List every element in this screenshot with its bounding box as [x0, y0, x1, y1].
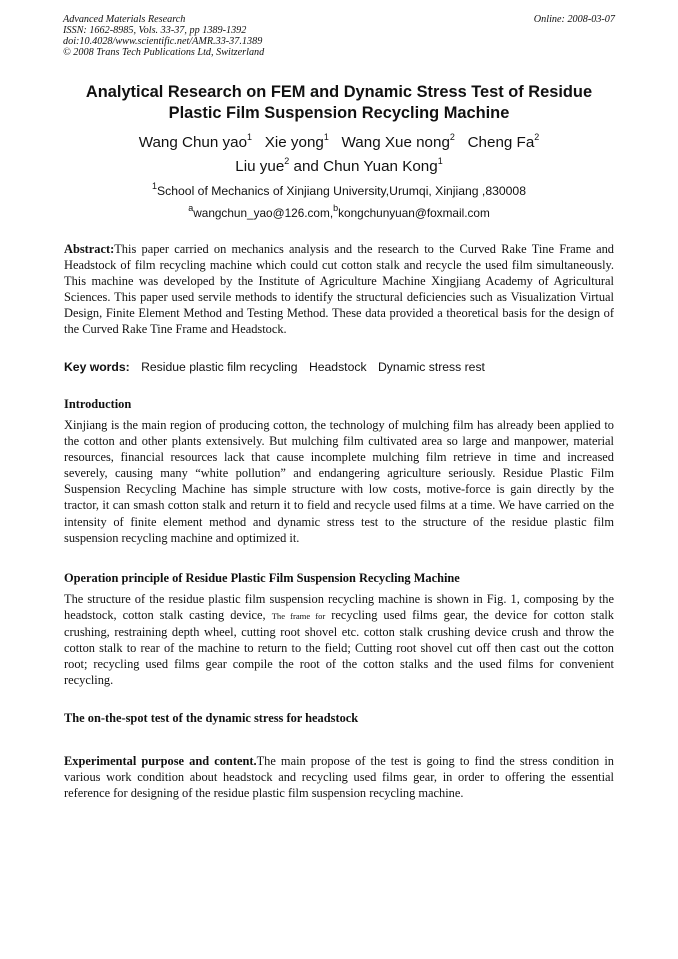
copyright-line: © 2008 Trans Tech Publications Ltd, Switzerland — [63, 47, 265, 58]
title-line-1: Analytical Research on FEM and Dynamic Stress Test of Residue — [85, 83, 593, 101]
experimental-text: The main propose of the test is going to find the stress condition in various work condition about headstock and recycling used films gear, in order to offering the essential reference for designing of the residue plastic film suspension recycling machine. — [64, 754, 614, 801]
author-conjunction: and — [293, 158, 319, 175]
abstract — [64, 241, 614, 338]
author-affil-mark: 1 — [247, 131, 253, 142]
author-name: Wang Xue nong — [341, 134, 450, 151]
affiliation-text: School of Mechanics of Xinjiang University,Urumqi, Xinjiang ,830008 — [157, 184, 526, 198]
author-affil-mark: 1 — [437, 155, 443, 166]
author-name: Liu yue — [235, 158, 285, 175]
journal-name: Advanced Materials Research — [63, 14, 186, 25]
keyword-item: Residue plastic film recycling — [141, 360, 298, 374]
email-mark-a: a — [188, 203, 194, 214]
operation-text-part-2: recycling used films gear, the device for cotton stalk crushing, restraining depth wheel, cutting root shovel etc. cotton stalk crushing device crush and throw the cotton stalk to rear of the machine to return to the field; Cutting root shovel cut off then cast out the cotton root; recycling used films gear compile the root of the cotton stalks and the used films for convenient recycling. — [64, 608, 614, 688]
section-heading-introduction: Introduction — [64, 397, 132, 411]
introduction-text: Xinjiang is the main region of producing cotton, the technology of mulching film has already been applied to the cotton and other plants extensively. But mulching film cultivated area so large and manpower, material resources, financial resources lack that cause incomplete mulching film retrieve in time and increased severely, causing many “white pollution” and endangering agriculture seriously. Residue Plastic Film Suspension Recycling Machine has simple structure with low costs, motive-force is gain directly by the tractor, it can smash cotton stalk and return it to field and recycle used films at a time. We have carried on the intensity of finite element method and dynamic stress test to the structure of the residue plastic film suspension recycling machine and optimized it. — [64, 418, 614, 545]
author-affil-mark: 2 — [284, 155, 290, 166]
section-heading-operation: Operation principle of Residue Plastic Film Suspension Recycling Machine — [64, 571, 460, 585]
email-a: wangchun_yao@126.com, — [193, 206, 334, 220]
email-b: kongchunyuan@foxmail.com — [338, 206, 490, 220]
author-list — [50, 131, 628, 179]
author-name: Chun Yuan Kong — [323, 158, 438, 175]
experimental-paragraph — [64, 753, 614, 801]
affiliation-mark: 1 — [152, 180, 158, 191]
author-line-2 — [50, 155, 628, 179]
section-heading-onspot-test: The on-the-spot test of the dynamic stress for headstock — [64, 711, 359, 725]
abstract-text: This paper carried on mechanics analysis and the research to the Curved Rake Tine Frame and Headstock of film recycling machine which could cut cotton stalk and recycle the used film simultaneously. This machine was developed by the Institute of Agriculture Machine Xingjiang Academy of Agricultural Sciences. This paper used servile methods to identify the structural deficiencies such as Visualization Virtual Design, Finite Element Method and Testing Method. These data provided a theoretical basis for the design of the Curved Rake Tine Frame and Headstock. — [64, 242, 614, 337]
operation-text-small: The frame for — [271, 611, 326, 622]
keyword-item: Dynamic stress rest — [377, 360, 485, 374]
keywords — [64, 359, 614, 375]
author-affil-mark: 2 — [534, 131, 540, 142]
paper-title — [50, 82, 628, 124]
journal-header — [63, 14, 615, 58]
operation-text — [64, 591, 614, 689]
email-mark-b: b — [333, 203, 339, 214]
author-affil-mark: 1 — [323, 131, 329, 142]
author-name: Wang Chun yao — [138, 134, 248, 151]
doi-line: doi:10.4028/www.scientific.net/AMR.33-37.1389 — [63, 36, 263, 47]
keyword-item: Headstock — [308, 360, 367, 374]
author-name: Cheng Fa — [467, 134, 535, 151]
online-date: Online: 2008-03-07 — [533, 14, 615, 25]
author-affil-mark: 2 — [449, 131, 455, 142]
author-name: Xie yong — [264, 134, 324, 151]
operation-text-part-1: The structure of the residue plastic film suspension recycling machine is shown in Fig. 1, composing by the headstock, cotton stalk casting device, — [64, 592, 614, 623]
keywords-label: Key words: — [64, 360, 130, 374]
issn-line: ISSN: 1662-8985, Vols. 33-37, pp 1389-1392 — [63, 25, 247, 36]
author-line-1 — [50, 131, 628, 155]
title-line-2: Plastic Film Suspension Recycling Machine — [168, 104, 510, 122]
author-emails — [50, 205, 628, 221]
affiliation — [50, 180, 628, 199]
abstract-label: Abstract: — [64, 242, 115, 256]
experimental-label: Experimental purpose and content. — [64, 754, 257, 768]
